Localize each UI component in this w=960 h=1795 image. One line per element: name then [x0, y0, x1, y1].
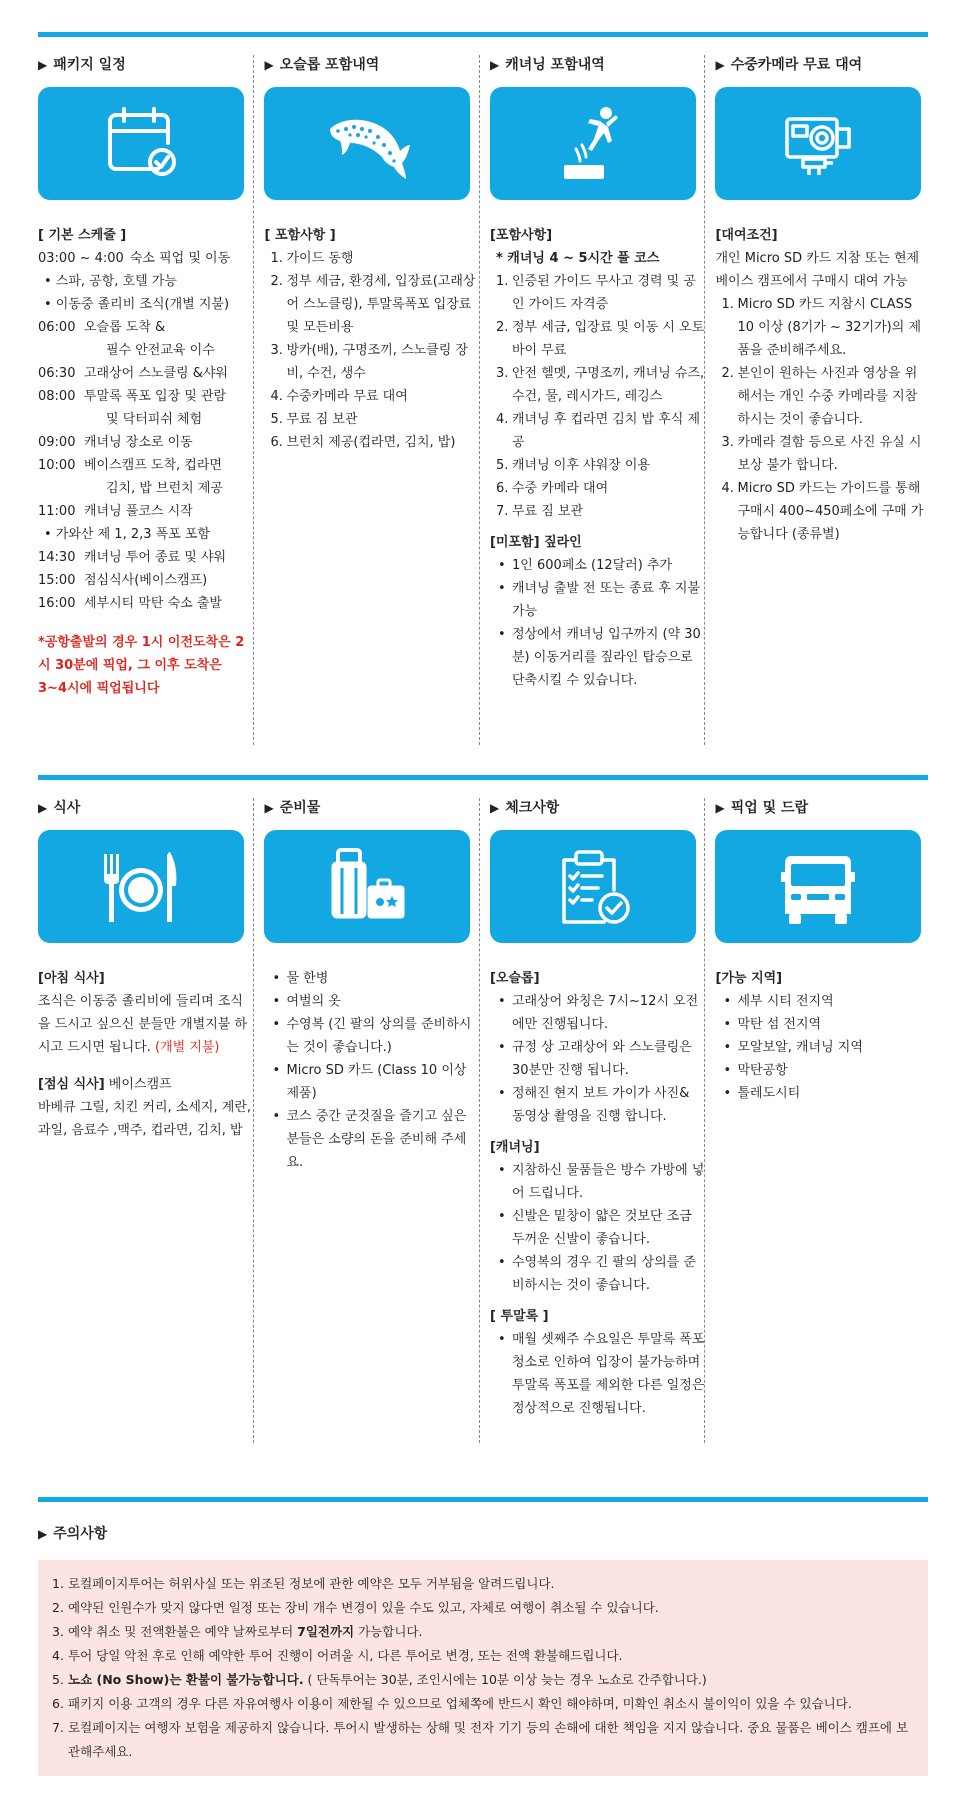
- schedule-time: 11:00: [38, 504, 76, 519]
- column-title: ▶ 오슬롭 포함내역: [264, 57, 380, 73]
- oslob-heading: [오슬롭]: [489, 971, 540, 986]
- list-item: 1. 인증된 가이드 무사고 경력 및 공인 가이드 자격증: [495, 274, 696, 312]
- notice-item: 5. 노쇼 (No Show)는 환불이 불가능합니다. ( 단독투어는 30분, 조인시에는 10분 이상 늦는 경우 노쇼로 간주합니다.): [52, 1672, 707, 1687]
- schedule-desc: 점심식사(베이스캠프): [84, 573, 208, 588]
- includes-heading: [ 포함사항 ]: [264, 228, 336, 243]
- list-item: • 1인 600페소 (12달러) 추가: [490, 554, 705, 577]
- meal-icon-box: [38, 830, 244, 943]
- list-item: • 규정 상 고래상어 와 스노클링은 30분만 진행 됩니다.: [490, 1036, 705, 1082]
- notice-section: [38, 1497, 928, 1776]
- action-camera-icon: [773, 99, 863, 189]
- camera-icon-box: [715, 87, 921, 200]
- list-item: 6. 수중 카메라 대여: [495, 481, 609, 496]
- column-title: ▶ 픽업 및 드랍: [715, 800, 809, 816]
- column-title: ▶ 체크사항: [489, 800, 560, 816]
- list-item: • 신발은 밑창이 얇은 것보단 조금 두꺼운 신발이 좋습니다.: [490, 1205, 705, 1251]
- list-item: • 여벌의 옷: [264, 990, 479, 1013]
- column-title: ▶ 준비물: [264, 800, 321, 816]
- schedule-desc: 오슬롭 도착 & 필수 안전교육 이수: [84, 320, 215, 358]
- van-icon: [773, 842, 863, 932]
- schedule-time: 06:00: [38, 320, 76, 335]
- includes-list: [490, 270, 705, 523]
- notice-list: [52, 1572, 912, 1764]
- schedule-note: • 가와산 제 1, 2,3 폭포 포함: [44, 527, 211, 542]
- schedule-row: [38, 316, 253, 362]
- list-item: 2. 정부 세금, 환경세, 입장료(고래상어 스노클링), 투말록폭포 입장료 및 모든비용: [270, 274, 476, 335]
- list-item: • 수영복 (긴 팔의 상의를 준비하시는 것이 좋습니다.): [264, 1013, 479, 1059]
- rental-list: [715, 293, 928, 546]
- notice-box: [38, 1560, 928, 1776]
- schedule-row: [38, 500, 253, 523]
- list-item: 3. 방카(배), 구명조끼, 스노클링 장비, 수건, 생수: [270, 343, 468, 381]
- schedule-row: [38, 592, 253, 615]
- list-item: • 정상에서 캐녀닝 입구까지 (약 30분) 이동거리를 짚라인 탑승으로 단축시킬 수 있습니다.: [490, 623, 705, 692]
- info-section: [38, 775, 928, 1443]
- section-top-bar: [38, 1497, 928, 1502]
- list-item: 2. 본인이 원하는 사진과 영상을 위해서는 개인 수중 카메라를 지참하시는 것이 좋습니다.: [721, 366, 918, 427]
- list-item: • 지참하신 물품들은 방수 가방에 넣어 드립니다.: [490, 1159, 705, 1205]
- meal-column: [38, 798, 253, 1443]
- van-icon-box: [715, 830, 921, 943]
- column-title: ▶ 식사: [38, 800, 81, 816]
- schedule-note: • 스파, 공항, 호텔 가능: [44, 274, 177, 289]
- schedule-time: 14:30: [38, 550, 76, 565]
- notice-item: 3. 예약 취소 및 전액환불은 예약 날짜로부터 7일전까지 가능합니다.: [52, 1624, 423, 1639]
- section-top-bar: [38, 775, 928, 780]
- supplies-list: [264, 967, 479, 1174]
- column-title: ▶ 캐녀닝 포함내역: [489, 57, 605, 73]
- schedule-row: [38, 431, 253, 454]
- schedule-row: [38, 385, 253, 431]
- list-item: 1. 가이드 동행: [270, 251, 354, 266]
- cliff-jump-icon: [548, 99, 638, 189]
- lunch-heading: [점심 식사] 베이스캠프: [38, 1077, 172, 1092]
- list-item: • 막탄 섬 전지역: [715, 1013, 928, 1036]
- breakfast-heading: [아침 식사]: [38, 971, 105, 986]
- list-item: 1. Micro SD 카드 지참시 CLASS 10 이상 (8기가 ~ 32기가)의 제품을 준비해주세요.: [721, 297, 922, 358]
- list-item: 5. 무료 짐 보관: [270, 412, 358, 427]
- section-top-bar: [38, 32, 928, 37]
- list-item: 4. 캐녀닝 후 컵라면 김치 밥 후식 제공: [495, 412, 701, 450]
- schedule-row: [38, 362, 253, 385]
- column-title: ▶ 수중카메라 무료 대여: [715, 57, 863, 73]
- schedule-desc: 캐녀닝 투어 종료 및 샤워: [84, 550, 227, 565]
- canyoning-includes-column: [479, 55, 705, 745]
- schedule-time: 10:00: [38, 458, 76, 473]
- course-subheading: * 캐녀닝 4 ~ 5시간 풀 코스: [495, 251, 660, 266]
- notice-item: 4. 투어 당일 악천 후로 인해 예약한 투어 진행이 어려울 시, 다른 투어로 변경, 또는 전액 환불해드립니다.: [52, 1648, 623, 1663]
- notice-title: ▶ 주의사항: [38, 1526, 108, 1542]
- list-item: • 수영복의 경우 긴 팔의 상의를 준비하시는 것이 좋습니다.: [490, 1251, 705, 1297]
- oslob-list: [490, 990, 705, 1128]
- whale-shark-icon: [322, 99, 412, 189]
- list-item: • 정해진 현지 보트 가이가 사진& 동영상 촬영을 진행 합니다.: [490, 1082, 705, 1128]
- schedule-row: [38, 569, 253, 592]
- rental-intro: 개인 Micro SD 카드 지참 또는 현제 베이스 캠프에서 구매시 대여 가능: [715, 251, 920, 289]
- supplies-column: [253, 798, 479, 1443]
- schedule-row: [38, 247, 253, 270]
- list-item: 7. 무료 짐 보관: [495, 504, 584, 519]
- area-heading: [가능 지역]: [715, 971, 783, 986]
- schedule-desc: 세부시티 막탄 숙소 출발: [84, 596, 222, 611]
- area-list: [715, 990, 928, 1105]
- notice-item: 1. 로컬페이지투어는 허위사실 또는 위조된 정보에 관한 예약은 모두 거부됨을 알려드립니다.: [52, 1576, 555, 1591]
- list-item: • 모알보알, 캐녀닝 지역: [715, 1036, 928, 1059]
- canyoning-icon-box: [490, 87, 696, 200]
- list-item: 3. 카메라 결함 등으로 사진 유실 시 보상 불가 합니다.: [721, 435, 922, 473]
- list-item: • 세부 시티 전지역: [715, 990, 928, 1013]
- list-item: • 고래상어 와칭은 7시~12시 오전에만 진행됩니다.: [490, 990, 705, 1036]
- schedule-note: • 이동중 졸리비 조식(개별 지불): [44, 297, 230, 312]
- oslob-includes-column: [253, 55, 479, 745]
- list-item: • 물 한병: [264, 967, 479, 990]
- list-item: 4. Micro SD 카드는 가이드를 통해 구매시 400~450페소에 구매 가능합니다 (종류별): [721, 481, 924, 542]
- list-item: • 코스 중간 군것질을 즐기고 싶은 분들은 소량의 돈을 준비해 주세요.: [264, 1105, 479, 1174]
- luggage-icon-box: [264, 830, 470, 943]
- list-item: 4. 수중카메라 무료 대여: [270, 389, 408, 404]
- list-item: • 캐녀닝 출발 전 또는 종료 후 지불가능: [490, 577, 705, 623]
- schedule-row: [38, 546, 253, 569]
- tumalog-heading: [ 투말록 ]: [489, 1309, 549, 1324]
- schedule-desc: 고래상어 스노클링 &샤워: [84, 366, 228, 381]
- luggage-icon: [322, 842, 412, 932]
- list-item: • 톨레도시티: [715, 1082, 928, 1105]
- column-title: ▶ 패키지 일정: [38, 57, 126, 73]
- schedule-time: 03:00 ~ 4:00: [38, 251, 124, 266]
- plate-cutlery-icon: [96, 842, 186, 932]
- list-item: 3. 안전 헬멧, 구명조끼, 캐녀닝 슈즈, 수건, 물, 레시가드, 레깅스: [495, 366, 705, 404]
- schedule-desc: 캐녀닝 장소로 이동: [84, 435, 193, 450]
- package-schedule-column: [38, 55, 253, 745]
- list-item: • 막탄공항: [715, 1059, 928, 1082]
- list-item: 6. 브런치 제공(컵라면, 김치, 밥): [270, 435, 456, 450]
- schedule-row: [38, 454, 253, 500]
- canyoning-heading: [캐녀닝]: [489, 1140, 540, 1155]
- calendar-icon: [96, 99, 186, 189]
- pickup-column: [704, 798, 928, 1443]
- notice-item: 7. 로컬페이지는 여행자 보험을 제공하지 않습니다. 투어시 발생하는 상해 및 전자 기기 등의 손해에 대한 책임을 지지 않습니다. 중요 물품은 베이스 캠프에 보관해주세요.: [52, 1720, 909, 1759]
- lunch-text: 바베큐 그릴, 치킨 커리, 소세지, 계란, 과일, 음료수 ,맥주, 컵라면, 김치, 밥: [38, 1100, 252, 1138]
- canyoning-list: [490, 1159, 705, 1297]
- schedule-time: 16:00: [38, 596, 76, 611]
- checklist-column: [479, 798, 705, 1443]
- calendar-icon-box: [38, 87, 244, 200]
- includes-heading: [포함사항]: [489, 228, 553, 243]
- schedule-desc: 투말록 폭포 입장 및 관람 및 닥터피쉬 체험: [84, 389, 227, 427]
- includes-list: [264, 247, 479, 454]
- tumalog-list: [490, 1328, 705, 1420]
- list-item: • 매월 셋째주 수요일은 투말록 폭포 청소로 인하여 입장이 불가능하며 투말록 폭포를 제외한 다른 일정은 정상적으로 진행됩니다.: [490, 1328, 705, 1420]
- schedule-time: 15:00: [38, 573, 76, 588]
- package-section: [38, 32, 928, 745]
- rental-heading: [대여조건]: [715, 228, 778, 243]
- excluded-heading: [미포함] 짚라인: [489, 535, 582, 550]
- schedule-heading: [ 기본 스케줄 ]: [38, 228, 127, 243]
- whale-shark-icon-box: [264, 87, 470, 200]
- list-item: 5. 캐녀닝 이후 샤워장 이용: [495, 458, 650, 473]
- notice-item: 6. 패키지 이용 고객의 경우 다른 자유여행사 이용이 제한될 수 있으므로 업체쪽에 반드시 확인 해야하며, 미확인 취소시 불이익이 있을 수 있습니다.: [52, 1696, 852, 1711]
- schedule-time: 08:00: [38, 389, 76, 404]
- schedule-time: 09:00: [38, 435, 76, 450]
- schedule-desc: 베이스캠프 도착, 컵라면 김치, 밥 브런치 제공: [84, 458, 223, 496]
- schedule-list: [38, 247, 253, 615]
- list-item: 2. 정부 세금, 입장료 및 이동 시 오토바이 무료: [495, 320, 705, 358]
- zipline-list: [490, 554, 705, 692]
- checklist-icon-box: [490, 830, 696, 943]
- camera-rental-column: [704, 55, 928, 745]
- breakfast-text: 조식은 이동중 졸리비에 들리며 조식을 드시고 싶으신 분들만 개별지불 하시고 드시면 됩니다. (개별 지불): [38, 994, 248, 1055]
- airport-warning: *공항출발의 경우 1시 이전도착은 2시 30분에 픽업, 그 이후 도착은 3~4시에 픽업됩니다: [38, 635, 245, 696]
- list-item: • Micro SD 카드 (Class 10 이상 제품): [264, 1059, 479, 1105]
- schedule-time: 06:30: [38, 366, 76, 381]
- clipboard-check-icon: [548, 842, 638, 932]
- notice-item: 2. 예약된 인원수가 맞지 않다면 일정 또는 장비 개수 변경이 있을 수도 있고, 자체로 여행이 취소될 수 있습니다.: [52, 1600, 659, 1615]
- schedule-desc: 숙소 픽업 및 이동: [129, 251, 231, 266]
- schedule-desc: 캐녀닝 풀코스 시작: [84, 504, 193, 519]
